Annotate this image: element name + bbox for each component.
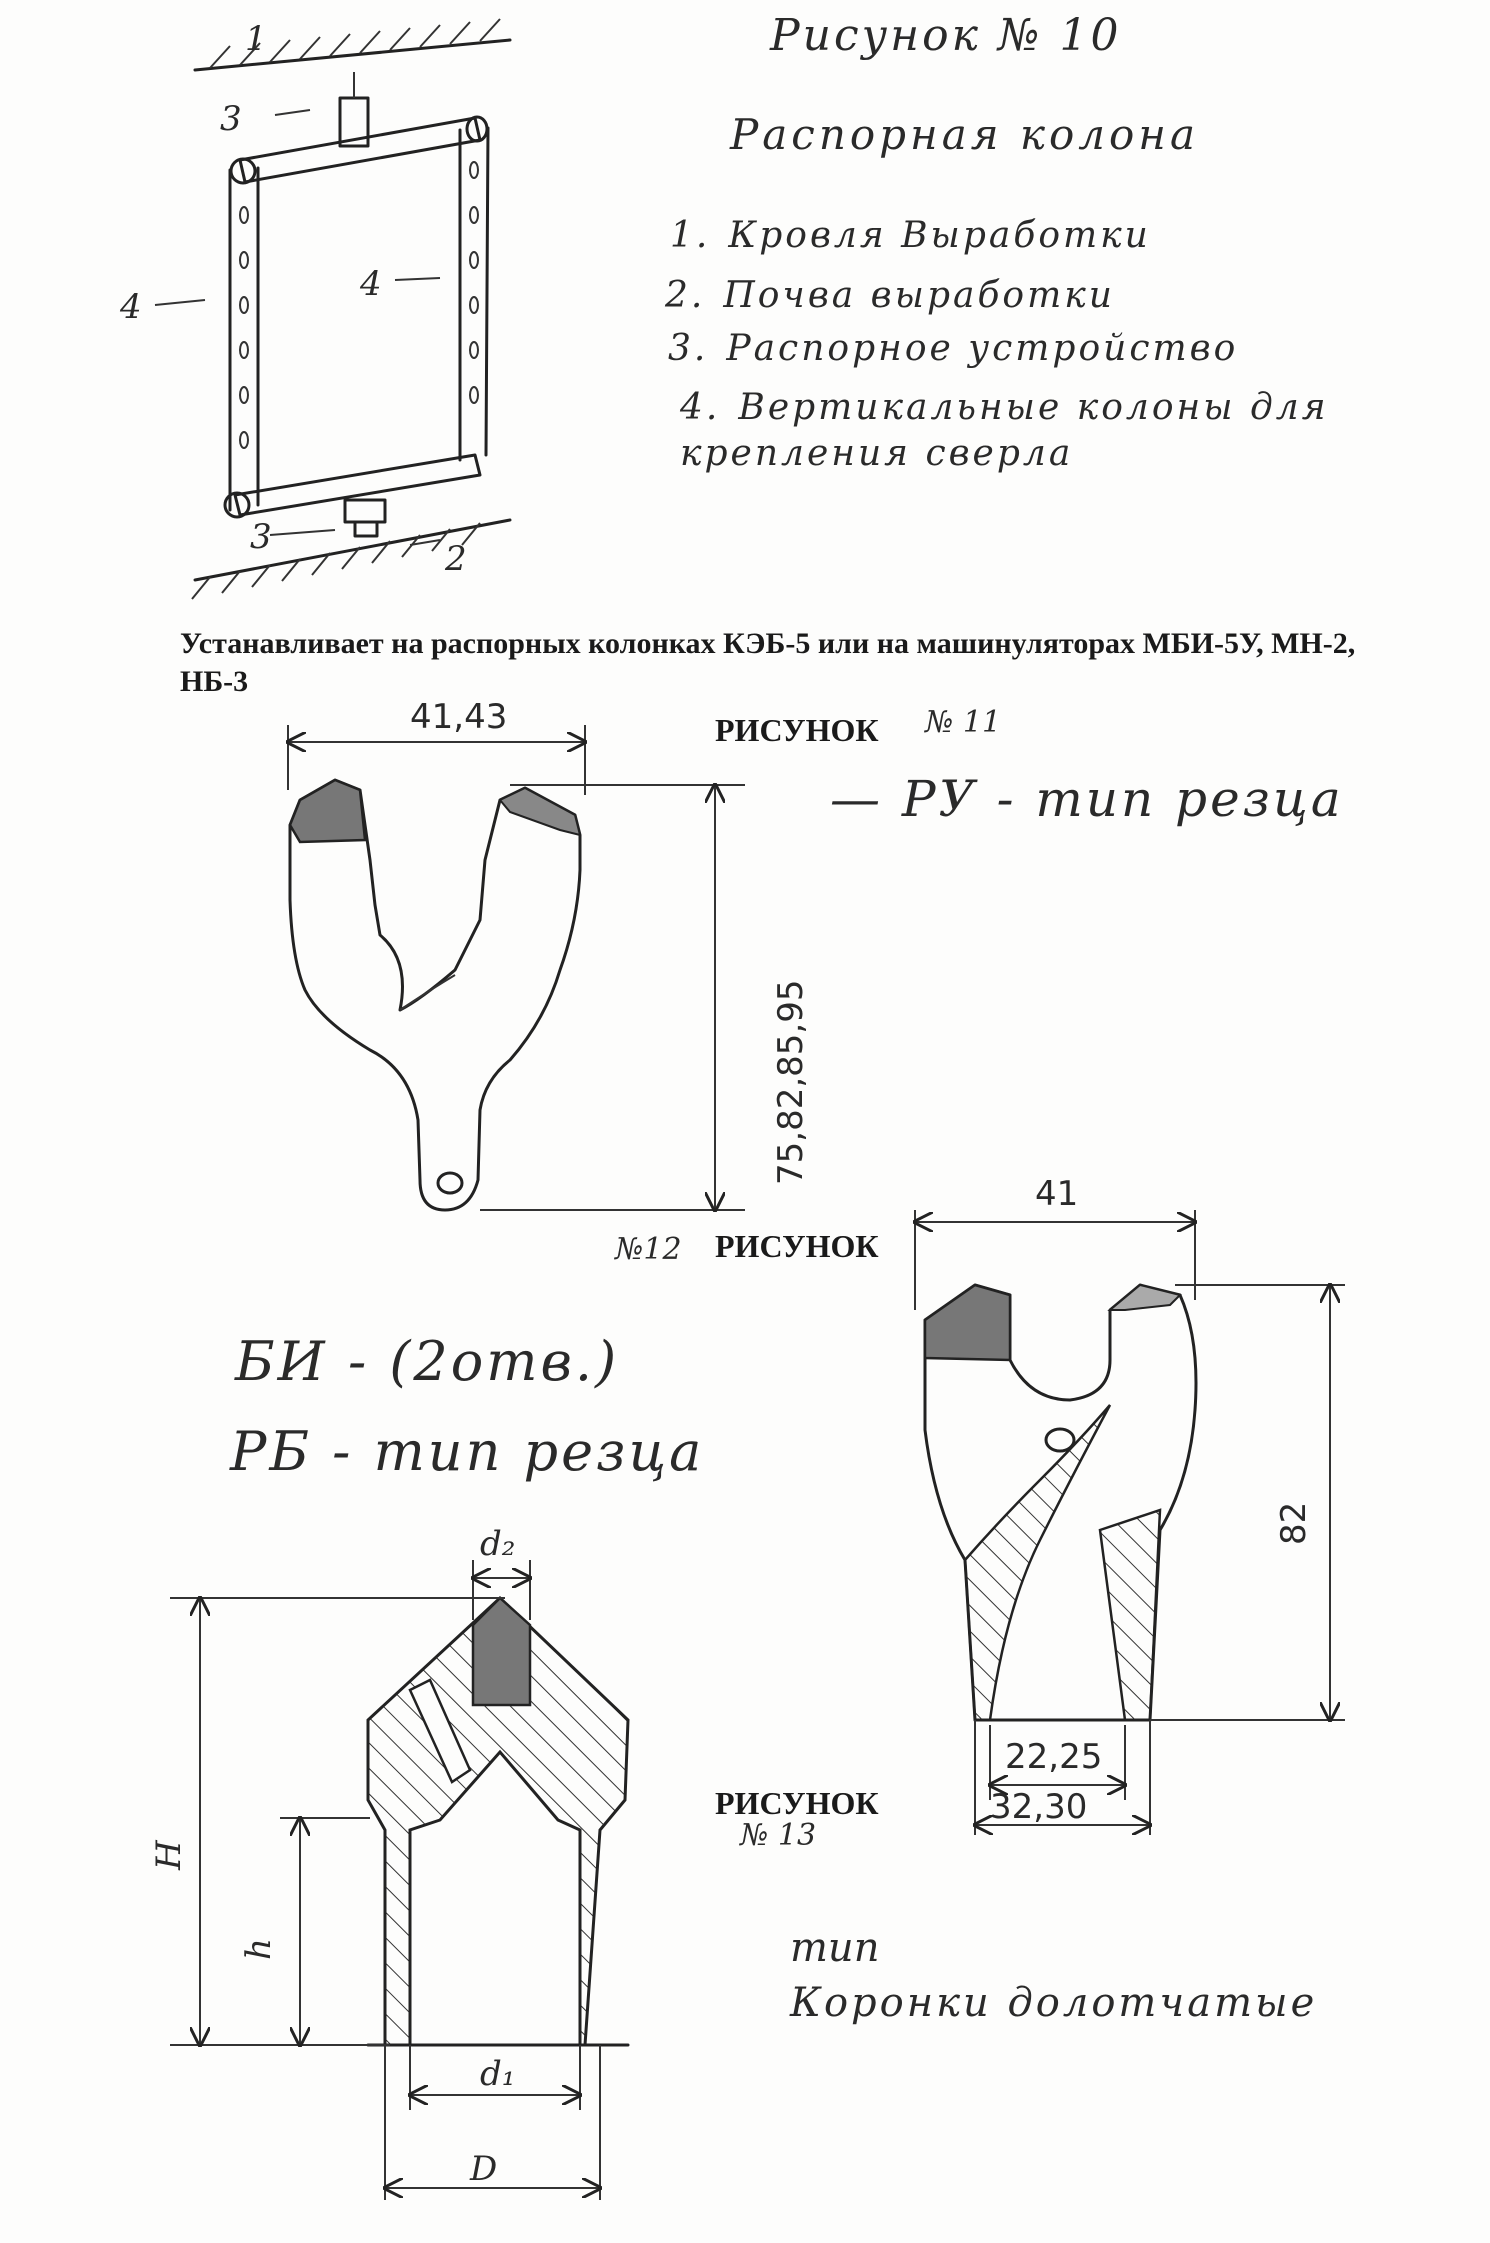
fig12-dim-height: 82 — [1274, 1501, 1314, 1545]
fig11-tip-right — [500, 788, 580, 835]
fig10-legend-3: 3. Распорное устройство — [668, 328, 1239, 369]
fig10-legend-1: 1. Кровля Выработки — [670, 215, 1151, 256]
fig11-dim-width: 41,43 — [410, 697, 508, 737]
fig13-dim-h: h — [239, 1938, 279, 1960]
fig12-tip — [925, 1285, 1010, 1360]
callout-3-top: 3 — [220, 99, 242, 139]
frame-bottom-bar — [235, 455, 480, 515]
fig10-title: Рисунок № 10 — [770, 10, 1122, 61]
column-left-holes — [240, 207, 248, 448]
fig13-drawing — [149, 1524, 628, 2200]
fig12-label: РИСУНОК — [715, 1228, 879, 1264]
fig12-hole — [1046, 1429, 1074, 1451]
fig13-dim-d1: d₁ — [480, 2054, 516, 2094]
fig10-legend-4: 4. Вертикальные колоны для крепления сверла — [680, 387, 1329, 474]
spacer-bottom — [345, 500, 385, 522]
fig11-dim-height: 75,82,85,95 — [771, 979, 811, 1185]
column-right-holes — [470, 162, 478, 403]
fig10-subtitle: Распорная колона — [730, 110, 1200, 159]
fig13-type-line2: Коронки долотчатые — [790, 1980, 1318, 2026]
fig12-note1: БИ - (2отв.) — [235, 1330, 620, 1393]
fig13-dim-H: H — [149, 1840, 189, 1870]
callout-4-right: 4 — [360, 264, 382, 304]
callout-2: 2 — [445, 539, 467, 579]
callout-4-left: 4 — [120, 287, 142, 327]
fig13-dim-D: D — [470, 2149, 498, 2189]
callout-3-bottom: 3 — [250, 517, 272, 557]
fig11-number: № 11 — [925, 705, 1002, 740]
fig11-tip-left — [290, 780, 365, 842]
caption: Устанавливает на распорных колонках КЭБ-5 или на машинуляторах МБИ-5У, МН-2, НБ-3 — [180, 627, 1356, 698]
fig13-dim-d2: d₂ — [480, 1524, 516, 1564]
fig11-outline — [290, 780, 580, 1210]
fig11-type-note: — РУ - тип резца — [830, 770, 1344, 828]
fig11-hole — [438, 1173, 462, 1193]
fig12-dim-width: 41 — [1035, 1174, 1079, 1214]
fig12-dim-outer: 32,30 — [990, 1787, 1088, 1827]
fig10-drawing — [119, 19, 510, 599]
fig12-note2: РБ - тип резца — [230, 1420, 705, 1483]
callout-1: 1 — [245, 19, 267, 59]
fig12-drawing — [915, 1174, 1345, 1835]
frame-top-bar — [240, 118, 480, 182]
fig11-label: РИСУНОК — [715, 712, 879, 748]
column-left — [230, 168, 258, 510]
fig13-number: № 13 — [740, 1818, 817, 1853]
fig12-flute-left — [965, 1405, 1110, 1720]
fig12-number: №12 — [615, 1232, 682, 1267]
fig11-drawing — [288, 697, 811, 1210]
fig13-label: РИСУНОК — [715, 1785, 879, 1821]
fig12-dim-inner: 22,25 — [1005, 1737, 1103, 1777]
fig10-legend-2: 2. Почва выработки — [665, 275, 1115, 316]
fig13-type-line1: тип — [790, 1925, 880, 1971]
roof-line — [195, 40, 510, 70]
fig12-flute-right — [1100, 1510, 1160, 1720]
